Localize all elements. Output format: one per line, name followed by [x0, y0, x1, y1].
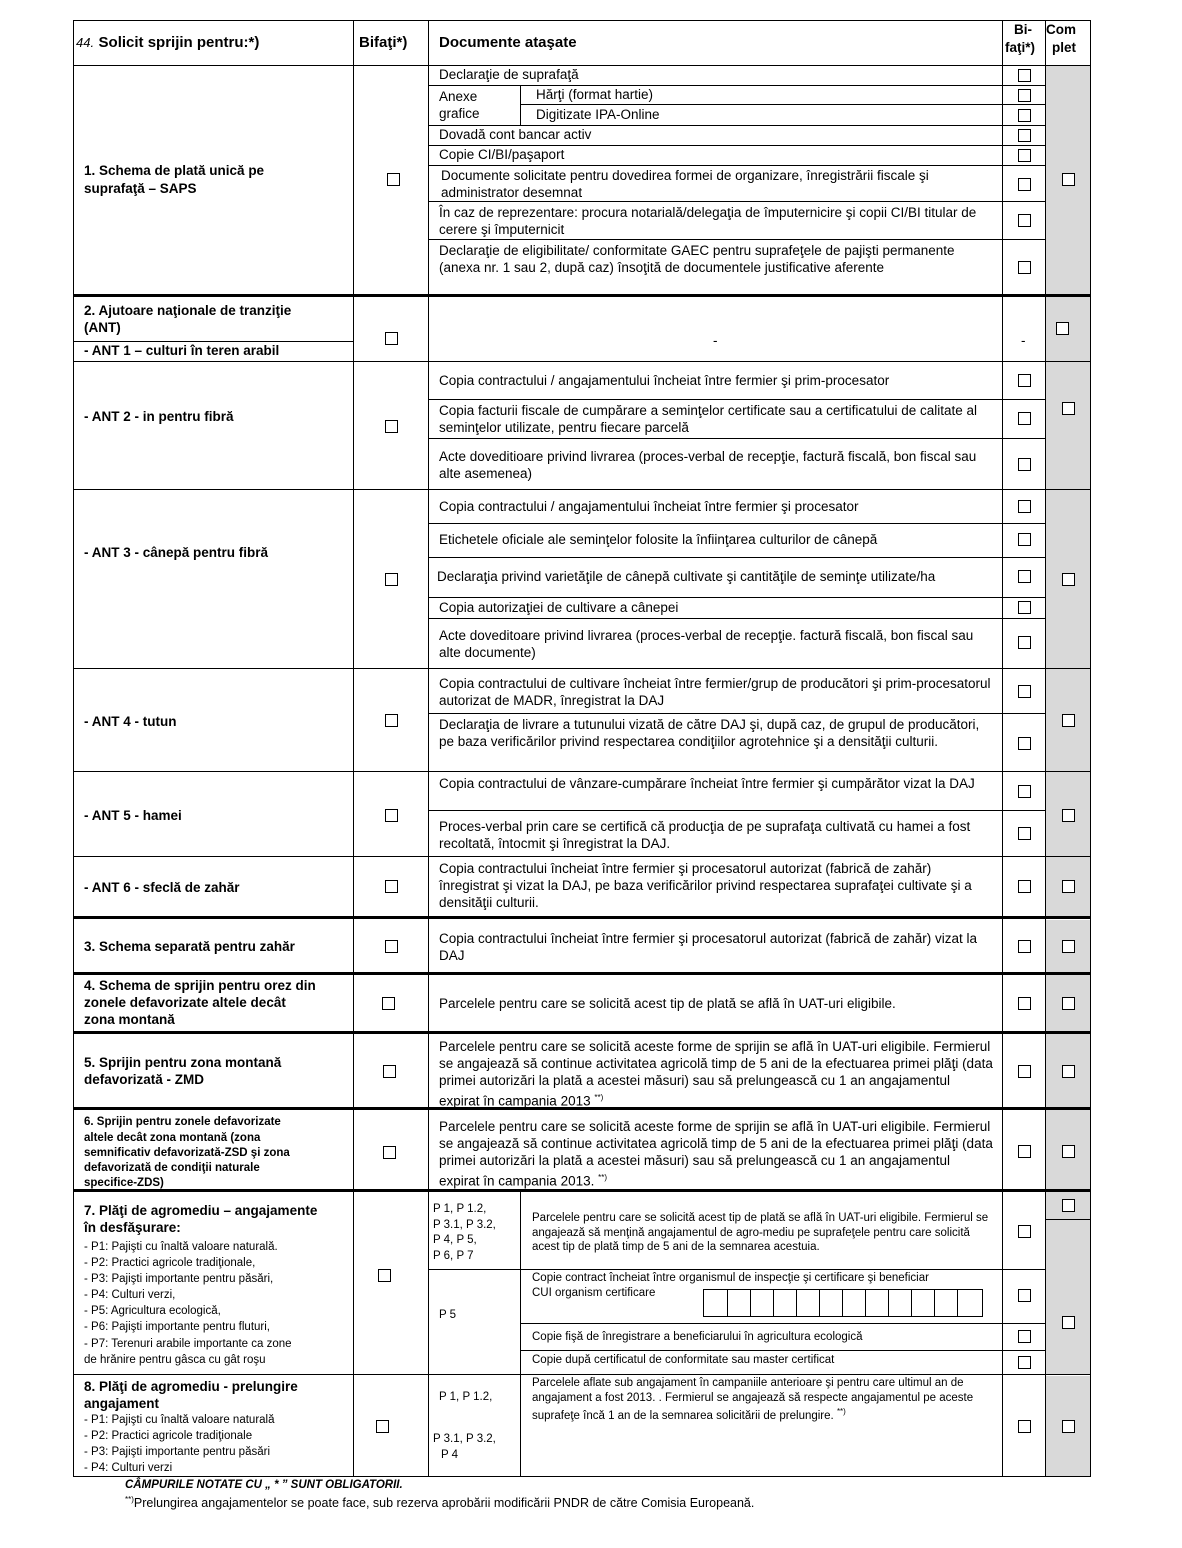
ant5-doc-2: Proces-verbal prin care se certifică că producţia de pe suprafaţa cultivată cu hamei a fost recoltată, întocmit şi înregistrat la DAJ.	[439, 819, 971, 851]
s7-cui-input[interactable]	[703, 1289, 983, 1317]
ant-title-2: (ANT)	[84, 320, 121, 335]
ant3-doc-3: Declaraţia privind varietăţile de cânepă cultivate şi cantităţile de seminţe utilizate/ha	[437, 569, 936, 584]
s7-p5-doc-certificat: Copie după certificatul de conformitate sau master certificat	[532, 1354, 835, 1366]
s8-p-b1: P 3.1, P 3.2,	[433, 1433, 496, 1445]
header-col-request	[76, 34, 259, 52]
ant3-doc-5-checkbox[interactable]	[1018, 636, 1031, 649]
s4-doc: Parcelele pentru care se solicită acest tip de plată se află în UAT-uri eligibile.	[439, 996, 896, 1011]
ant4-doc-1-checkbox[interactable]	[1018, 685, 1031, 698]
s3-complet-checkbox[interactable]	[1062, 940, 1075, 953]
s7-p5-fisa-checkbox[interactable]	[1018, 1330, 1031, 1343]
ant4-complet-checkbox[interactable]	[1062, 714, 1075, 727]
saps-doc-cont-bancar: Dovadă cont bancar activ	[439, 127, 592, 142]
s7-p5-doc-contract: Copie contract încheiat între organismul de inspecţie şi certificare şi beneficiar	[532, 1272, 929, 1284]
s7-item-p7-cont: de hrănire pentru gâsca cu gât roşu	[84, 1354, 266, 1366]
s7-item-p3: - P3: Pajişti importante pentru păsări,	[84, 1273, 274, 1285]
footer-prelungire-text: Prelungirea angajamentelor se poate face, sub rezerva aprobării modificării PNDR de către Comisia Europeană.	[133, 1496, 755, 1511]
saps-doc-organizare: Documente solicitate pentru dovedirea formei de organizare, înregistrării fiscale şi administrator desemnat	[441, 168, 929, 200]
saps-doc-harti-checkbox[interactable]	[1018, 89, 1031, 102]
saps-doc-harti: Hărţi (format hartie)	[536, 87, 654, 102]
s7-pgroup2-complet-checkbox[interactable]	[1062, 1316, 1075, 1329]
s5-doc	[439, 1038, 994, 1110]
ant2-label: - ANT 2 - in pentru fibră	[84, 409, 234, 424]
ant2-doc-1: Copia contractului / angajamentului încheiat între fermier şi prim-procesator	[439, 373, 890, 388]
s7-item-p6: - P6: Pajişti importante pentru fluturi,	[84, 1321, 270, 1333]
footer-mandatory-note: CÂMPURILE NOTATE CU „ * ” SUNT OBLIGATORII.	[125, 1479, 403, 1491]
saps-anexe-2: grafice	[439, 106, 480, 121]
s7-request-checkbox[interactable]	[378, 1269, 391, 1282]
ant2-doc-3-checkbox[interactable]	[1018, 458, 1031, 471]
ant1-label: - ANT 1 – culturi în teren arabil	[84, 343, 280, 358]
ant3-label: - ANT 3 - cânepă pentru fibră	[84, 545, 269, 560]
s3-request-checkbox[interactable]	[385, 940, 398, 953]
ant1-doc-dash: -	[713, 333, 718, 348]
s8-doc-text: Parcelele aflate sub angajament în campaniile anterioare şi pentru care ultimul an de angajament a fost 2013. . Fermierul se angajează să respecte angajamentul pe aceste suprafeţe încă 1 an de la semnarea solicitării de prelungire.	[532, 1377, 974, 1422]
s7-item-p5: - P5: Agricultura ecologică,	[84, 1305, 221, 1317]
header-complet-1: Com	[1046, 22, 1076, 37]
s5-doc-text: Parcelele pentru care se solicită aceste forme de sprijin se află în UAT-uri eligibile. Fermierul se angajează să continue activitatea agricolă timp de 5 ani de la efectuarea primei plăţi (data primei autorizări la plată a acestei măsuri) sau să prelungească cu 1 an angajamentul expirat în campania 2013	[439, 1039, 993, 1109]
header-bifati-small-1: Bi-	[1014, 22, 1032, 37]
ant5-label: - ANT 5 - hamei	[84, 808, 182, 823]
s7-pgroup2-label: P 5	[439, 1309, 457, 1321]
saps-doc-declaratie-checkbox[interactable]	[1018, 69, 1031, 82]
s6-doc-checkbox[interactable]	[1018, 1145, 1031, 1158]
s5-label-1: 5. Sprijin pentru zona montană	[84, 1055, 282, 1070]
s5-complet-checkbox[interactable]	[1062, 1065, 1075, 1078]
ant3-doc-1-checkbox[interactable]	[1018, 500, 1031, 513]
footer-prelungire-note	[125, 1492, 754, 1511]
s6-label-4: defavorizată de condiţii naturale	[84, 1162, 260, 1174]
s7-p5-cui-label: CUI organism certificare	[532, 1287, 656, 1299]
ant3-doc-3-checkbox[interactable]	[1018, 570, 1031, 583]
s7-pgroup1-doc: Parcelele pentru care se solicită acest tip de plată se află în UAT-uri eligibile. Fermierul se angajează să menţină angajamentul de agro-mediu pe suprafeţele pentru care solicită acest tip de plată timp de 5 ani de la semnarea acestuia.	[532, 1212, 989, 1253]
saps-doc-organizare-checkbox[interactable]	[1018, 178, 1031, 191]
ant2-doc-2-checkbox[interactable]	[1018, 412, 1031, 425]
s6-request-checkbox[interactable]	[383, 1146, 396, 1159]
ant3-doc-4-checkbox[interactable]	[1018, 601, 1031, 614]
ant1-request-checkbox[interactable]	[385, 332, 398, 345]
ant5-doc-1-checkbox[interactable]	[1018, 785, 1031, 798]
s4-label-2: zonele defavorizate altele decât	[84, 995, 286, 1010]
s7-item-p2: - P2: Practici agricole tradiţionale,	[84, 1257, 256, 1269]
saps-doc-eligibilitate-checkbox[interactable]	[1018, 261, 1031, 274]
s8-doc-footnote-mark: **)	[836, 1407, 846, 1416]
ant4-doc-2-checkbox[interactable]	[1018, 737, 1031, 750]
s5-doc-checkbox[interactable]	[1018, 1065, 1031, 1078]
ant2-doc-1-checkbox[interactable]	[1018, 374, 1031, 387]
ant4-label: - ANT 4 - tutun	[84, 714, 177, 729]
s8-request-checkbox[interactable]	[376, 1420, 389, 1433]
s8-item-p4: - P4: Culturi verzi	[84, 1462, 173, 1474]
header-bifati-small-2: faţi*)	[1005, 40, 1035, 55]
s7-pgroup1-complet-checkbox[interactable]	[1062, 1199, 1075, 1212]
s7-item-p7: - P7: Terenuri arabile importante ca zone	[84, 1338, 292, 1350]
ant1-bif-dash: -	[1021, 333, 1026, 348]
s7-pgroup1-line1: P 1, P 1.2,	[433, 1203, 487, 1215]
header-item-number: 44.	[76, 35, 95, 50]
s3-doc-checkbox[interactable]	[1018, 940, 1031, 953]
footer-footnote-mark: **)	[125, 1495, 134, 1504]
header-request-label: Solicit sprijin pentru:*)	[98, 34, 260, 51]
saps-label-2: suprafaţă – SAPS	[84, 181, 197, 196]
s6-doc-text: Parcelele pentru care se solicită aceste forme de sprijin se află în UAT-uri eligibile. Fermierul se angajează să continue activitatea agricolă timp de 5 ani de la efectuarea primei plăţi (data primei autorizări la plată a acestei măsuri) sau să prelungească cu 1 an angajamentul expirat în campania 2013.	[439, 1119, 993, 1189]
s7-item-p4: - P4: Culturi verzi,	[84, 1289, 176, 1301]
s6-doc-footnote-mark: **)	[598, 1173, 608, 1182]
ant3-doc-1: Copia contractului / angajamentului încheiat între fermier şi procesator	[439, 499, 859, 514]
s4-complet-checkbox[interactable]	[1062, 997, 1075, 1010]
ant3-doc-2: Etichetele oficiale ale seminţelor folosite la înfiinţarea culturilor de cânepă	[439, 532, 878, 547]
saps-doc-eligibilitate: Declaraţie de eligibilitate/ conformitate GAEC pentru suprafeţele de pajişti permanente (anexa nr. 1 sau 2, după caz) însoţită de documentele justificative aferente	[439, 243, 955, 275]
s8-p-a: P 1, P 1.2,	[439, 1391, 493, 1403]
s6-doc	[439, 1118, 994, 1190]
s7-label-1: 7. Plăţi de agromediu – angajamente	[84, 1203, 318, 1218]
s7-pgroup1-line2: P 3.1, P 3.2,	[433, 1219, 496, 1231]
saps-doc-digitizate: Digitizate IPA-Online	[536, 107, 660, 122]
ant6-doc-1-checkbox[interactable]	[1018, 880, 1031, 893]
ant6-request-checkbox[interactable]	[385, 880, 398, 893]
ant5-doc-1: Copia contractului de vânzare-cumpărare încheiat între fermier şi cumpărător vizat la DAJ	[439, 776, 975, 791]
s7-p5-certificat-checkbox[interactable]	[1018, 1356, 1031, 1369]
saps-doc-cont-checkbox[interactable]	[1018, 129, 1031, 142]
s7-pgroup1-checkbox[interactable]	[1018, 1225, 1031, 1238]
saps-doc-copie-ci: Copie CI/BI/paşaport	[439, 147, 565, 162]
s7-pgroup1-line3: P 4, P 5,	[433, 1234, 477, 1246]
saps-request-checkbox[interactable]	[387, 173, 400, 186]
ant5-complet-checkbox[interactable]	[1062, 809, 1075, 822]
s6-label-3: semnificativ defavorizată-ZSD şi zona	[84, 1147, 290, 1159]
saps-doc-digitizate-checkbox[interactable]	[1018, 109, 1031, 122]
header-documents: Documente ataşate	[439, 34, 577, 51]
s8-p-b2: P 4	[441, 1449, 459, 1461]
ant2-request-checkbox[interactable]	[385, 420, 398, 433]
saps-doc-reprezentare: În caz de reprezentare: procura notarială/delegaţia de împuternicire şi copii CI/BI titular de cerere şi împuternicit	[439, 205, 977, 237]
s7-item-p1: - P1: Pajişti cu înaltă valoare naturală.	[84, 1241, 278, 1253]
saps-complet-checkbox[interactable]	[1062, 173, 1075, 186]
ant3-request-checkbox[interactable]	[385, 573, 398, 586]
ant4-doc-1: Copia contractului de cultivare încheiat între fermier/grup de producători şi prim-procesatorul autorizat de MADR, înregistrat la DAJ	[439, 676, 991, 708]
s8-doc	[532, 1376, 997, 1423]
ant6-label: - ANT 6 - sfeclă de zahăr	[84, 880, 240, 895]
s6-label-1: 6. Sprijin pentru zonele defavorizate	[84, 1116, 281, 1128]
s4-label-3: zona montană	[84, 1012, 175, 1027]
ant5-request-checkbox[interactable]	[385, 809, 398, 822]
s4-doc-checkbox[interactable]	[1018, 997, 1031, 1010]
ant2-doc-2: Copia facturii fiscale de cumpărare a seminţelor certificate sau a certificatului de calitate al seminţelor utilizate, pentru fiecare parcelă	[439, 403, 978, 435]
s5-request-checkbox[interactable]	[383, 1065, 396, 1078]
s8-label-2: angajament	[84, 1396, 160, 1411]
ant6-doc-1: Copia contractului încheiat între fermier şi procesatorul autorizat (fabrică de zahăr) înregistrat şi vizat la DAJ, pe baza verificărilor privind respectarea suprafaţei cultivate şi a densităţii culturii.	[439, 861, 972, 910]
s3-label: 3. Schema separată pentru zahăr	[84, 939, 295, 954]
s4-label-1: 4. Schema de sprijin pentru orez din	[84, 978, 316, 993]
s8-doc-checkbox[interactable]	[1018, 1420, 1031, 1433]
s6-label-5: specifice-ZDS)	[84, 1177, 164, 1189]
header-complet-2: plet	[1052, 40, 1077, 55]
ant3-complet-checkbox[interactable]	[1062, 573, 1075, 586]
ant3-doc-4: Copia autorizaţiei de cultivare a cânepei	[439, 600, 679, 615]
s7-p5-contract-checkbox[interactable]	[1018, 1289, 1031, 1302]
ant4-request-checkbox[interactable]	[385, 714, 398, 727]
ant-title-1: 2. Ajutoare naţionale de tranziţie	[84, 303, 292, 318]
saps-anexe-1: Anexe	[439, 89, 478, 104]
header-bifati: Bifaţi*)	[359, 34, 408, 51]
s8-item-p2: - P2: Practici agricole tradiţionale	[84, 1430, 253, 1442]
saps-doc-declaratie: Declaraţie de suprafaţă	[439, 67, 579, 82]
s7-p5-doc-fisa: Copie fişă de înregistrare a beneficiarului în agricultura ecologică	[532, 1331, 863, 1343]
saps-doc-ci-checkbox[interactable]	[1018, 149, 1031, 162]
s5-doc-footnote-mark: **)	[594, 1093, 604, 1102]
s3-doc: Copia contractului încheiat între fermier şi procesatorul autorizat (fabrică de zahăr) vizat la DAJ	[439, 931, 977, 963]
ant6-complet-checkbox[interactable]	[1062, 880, 1075, 893]
s7-pgroup1-line4: P 6, P 7	[433, 1250, 474, 1262]
complet-shade-ant	[1046, 297, 1090, 918]
s8-item-p1: - P1: Pajişti cu înaltă valoare naturală	[84, 1414, 275, 1426]
ant1-complet-checkbox[interactable]	[1056, 322, 1069, 335]
saps-doc-reprezentare-checkbox[interactable]	[1018, 214, 1031, 227]
ant2-doc-3: Acte doveditioare privind livrarea (proces-verbal de recepţie, factură fiscală, bon fiscal sau alte asemenea)	[439, 449, 977, 481]
s4-request-checkbox[interactable]	[382, 997, 395, 1010]
s8-complet-checkbox[interactable]	[1062, 1420, 1075, 1433]
s6-label-2: altele decât zona montană (zona	[84, 1132, 261, 1144]
ant5-doc-2-checkbox[interactable]	[1018, 827, 1031, 840]
saps-label-1: 1. Schema de plată unică pe	[84, 163, 265, 178]
s7-label-2: în desfăşurare:	[84, 1220, 181, 1235]
s5-label-2: defavorizată - ZMD	[84, 1072, 205, 1087]
s8-label-1: 8. Plăţi de agromediu - prelungire	[84, 1379, 298, 1394]
ant3-doc-5: Acte doveditoare privind livrarea (proces-verbal de recepţie. factură fiscală, bon fiscal sau alte documente)	[439, 628, 974, 660]
ant2-complet-checkbox[interactable]	[1062, 402, 1075, 415]
s6-complet-checkbox[interactable]	[1062, 1145, 1075, 1158]
ant3-doc-2-checkbox[interactable]	[1018, 533, 1031, 546]
s8-item-p3: - P3: Pajişti importante pentru păsări	[84, 1446, 271, 1458]
ant4-doc-2: Declaraţia de livrare a tutunului vizată de către DAJ şi, după caz, de grupul de producători, pe baza verificărilor privind respectarea condiţiilor agrotehnice şi a densităţii culturii.	[439, 717, 980, 749]
